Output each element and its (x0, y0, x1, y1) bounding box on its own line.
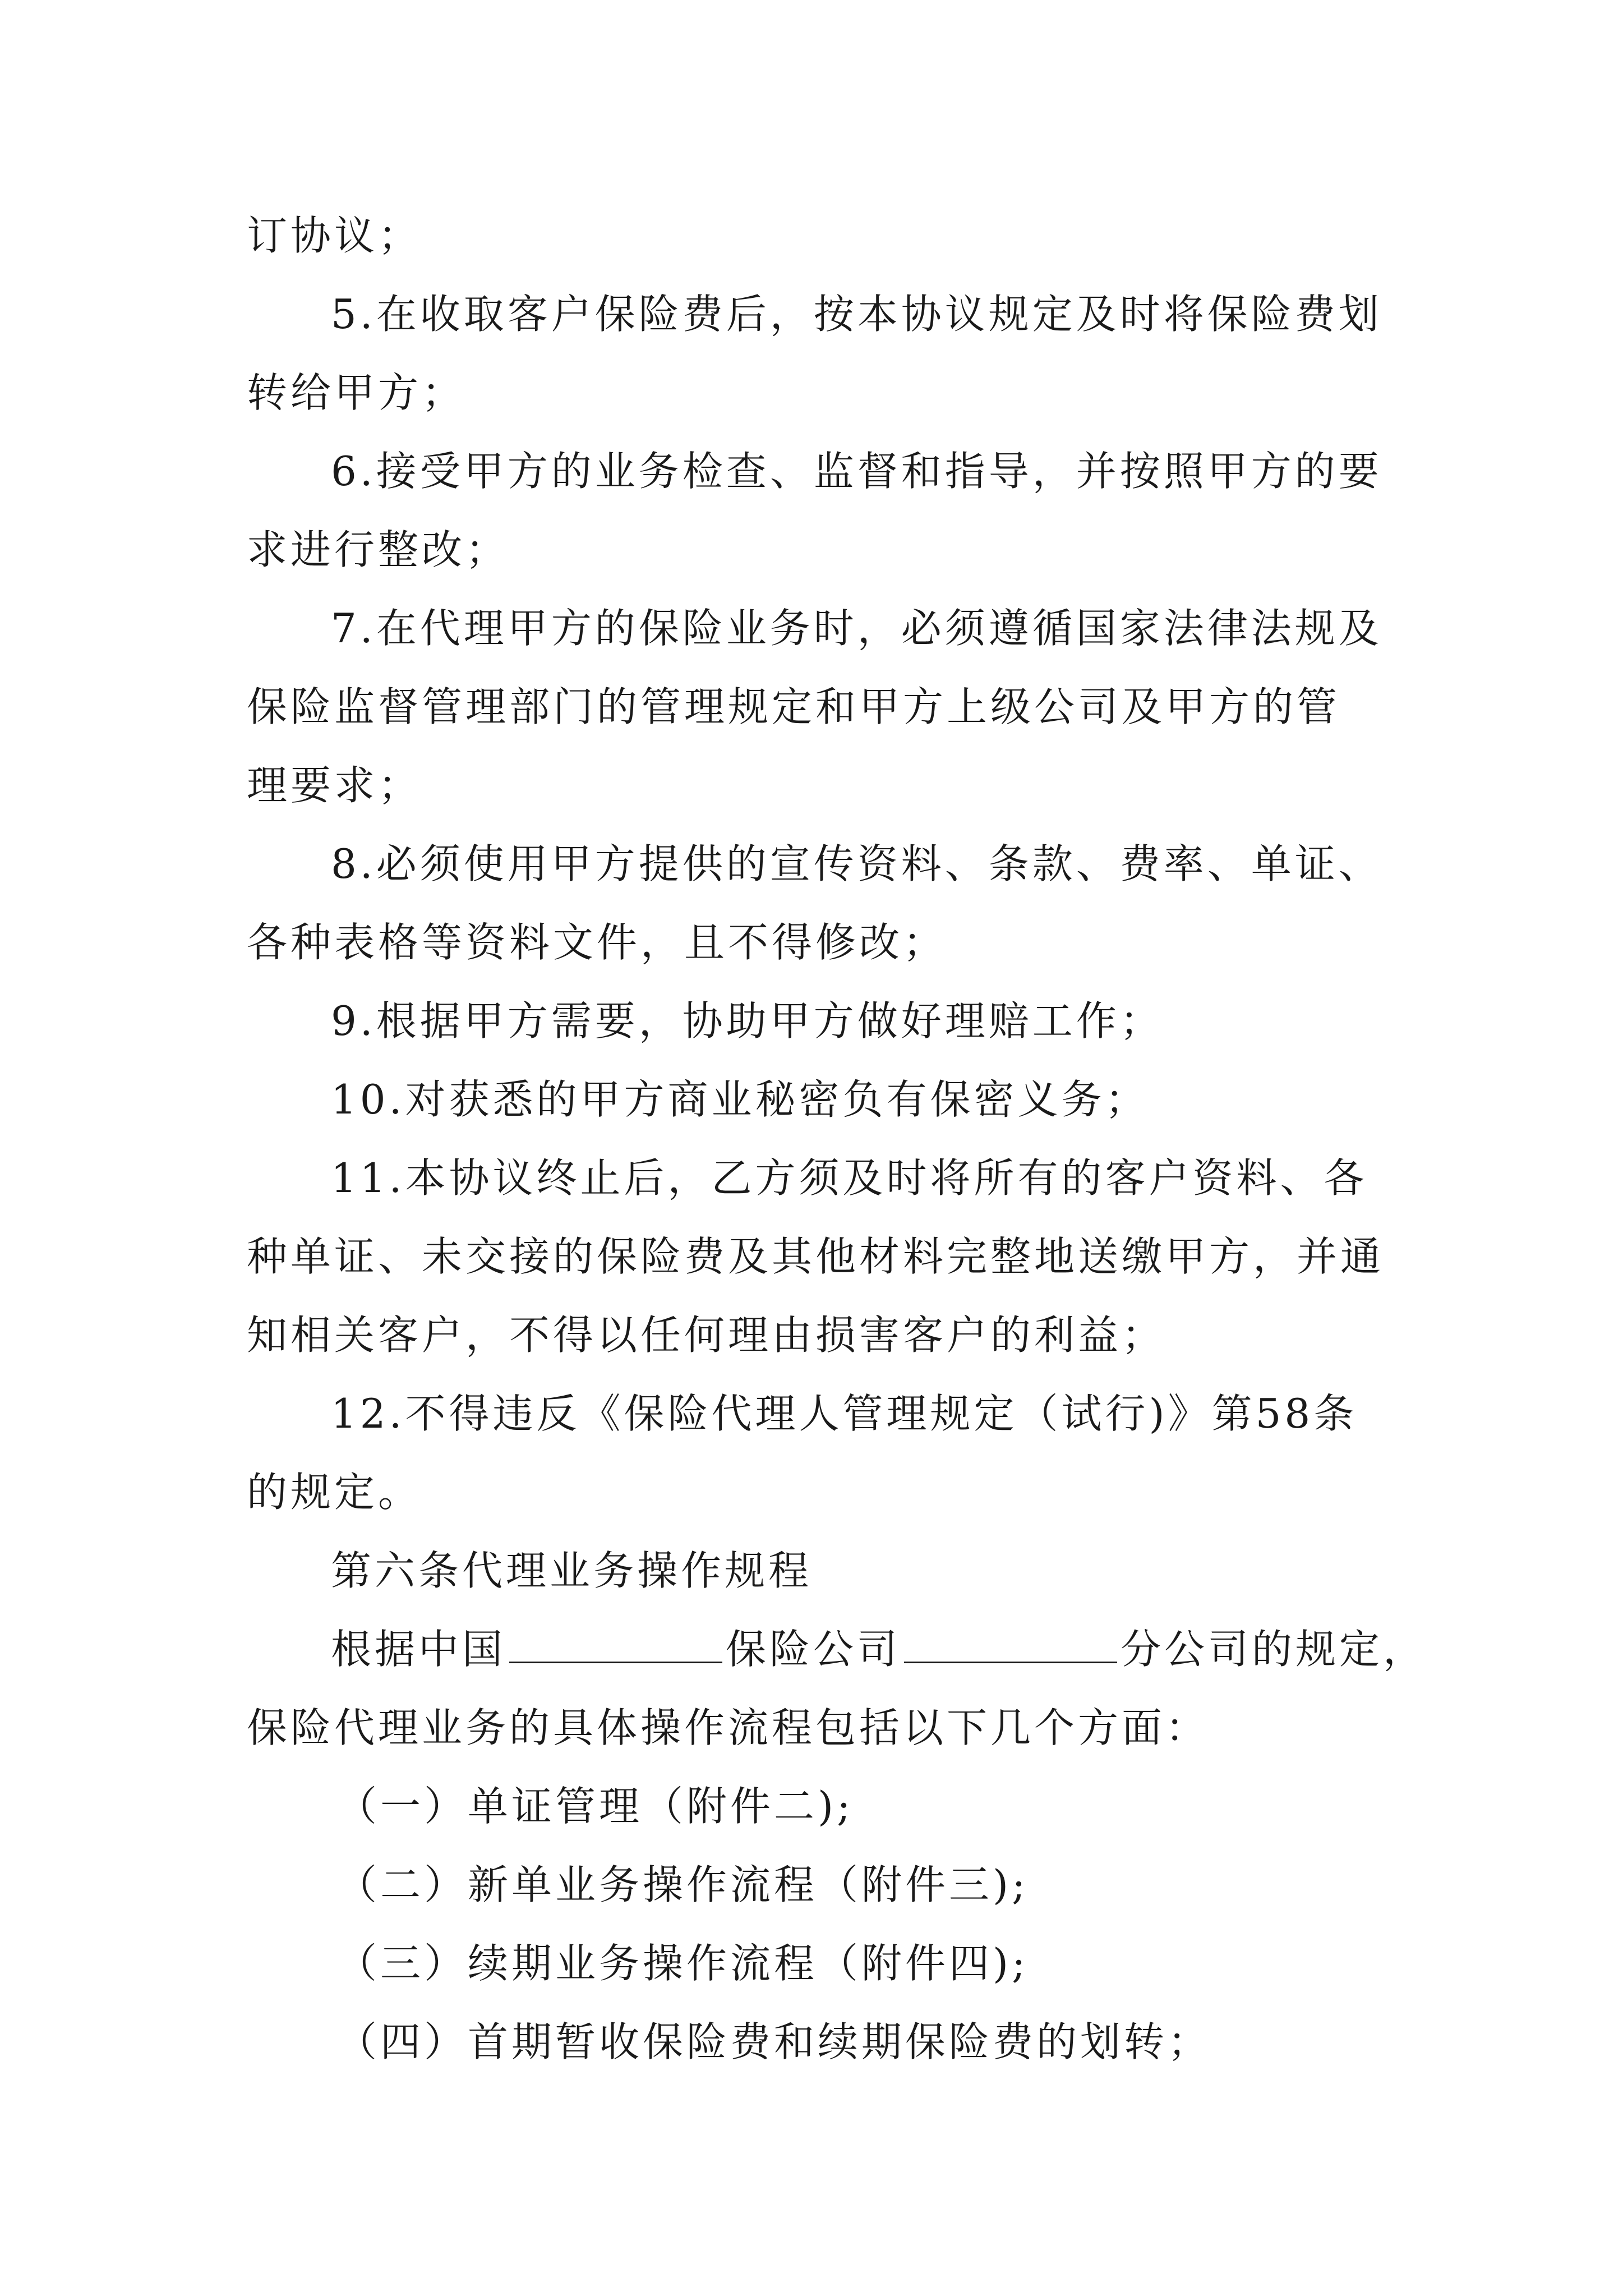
text-line: 种单证、未交接的保险费及其他材料完整地送缴甲方，并通 (247, 1233, 1385, 1280)
clause-9: 9.根据甲方需要，协助甲方做好理赔工作； (331, 997, 1164, 1045)
fill-in-line (247, 1610, 1427, 1688)
blank-field-company[interactable] (509, 1622, 722, 1663)
text-line: 知相关客户，不得以任何理由损害客户的利益； (247, 1312, 1166, 1359)
text-line: 保险监督管理部门的管理规定和甲方上级公司及甲方的管 (247, 683, 1341, 730)
text-line: 保险代理业务的具体操作流程包括以下几个方面： (247, 1704, 1210, 1751)
clause-10: 10.对获悉的甲方商业秘密负有保密义务； (331, 1076, 1149, 1123)
text-line: 转给甲方； (247, 369, 466, 416)
clause-5: 5.在收取客户保险费后，按本协议规定及时将保险费划 (331, 291, 1382, 338)
fill-text-part1: 根据中国 (331, 1626, 506, 1673)
clause-11: 11.本协议终止后，乙方须及时将所有的客户资料、各 (331, 1154, 1368, 1202)
text-line: 各种表格等资料文件，且不得修改； (247, 919, 947, 966)
fill-text-part3: 分公司的规定， (1121, 1626, 1427, 1673)
blank-field-branch[interactable] (904, 1622, 1117, 1663)
text-line: 的规定。 (247, 1469, 422, 1516)
document-body (247, 196, 1427, 2081)
article-6-heading: 第六条代理业务操作规程 (331, 1547, 813, 1594)
sub-item-2: （二）新单业务操作流程（附件三); (336, 1861, 1029, 1908)
sub-item-4: （四）首期暂收保险费和续期保险费的划转； (336, 2018, 1212, 2065)
clause-7: 7.在代理甲方的保险业务时，必须遵循国家法律法规及 (331, 605, 1382, 652)
clause-8: 8.必须使用甲方提供的宣传资料、条款、费率、单证、 (331, 840, 1382, 887)
clause-6: 6.接受甲方的业务检查、监督和指导，并按照甲方的要 (331, 448, 1382, 495)
fill-text-part2: 保险公司 (726, 1626, 901, 1673)
text-line: 理要求； (247, 762, 422, 809)
text-line: 求进行整改； (247, 526, 510, 573)
sub-item-1: （一）单证管理（附件二); (336, 1783, 854, 1830)
text-line: 订协议； (247, 212, 422, 259)
sub-item-3: （三）续期业务操作流程（附件四); (336, 1940, 1029, 1987)
clause-12: 12.不得违反《保险代理人管理规定（试行)》第58条 (331, 1390, 1358, 1437)
